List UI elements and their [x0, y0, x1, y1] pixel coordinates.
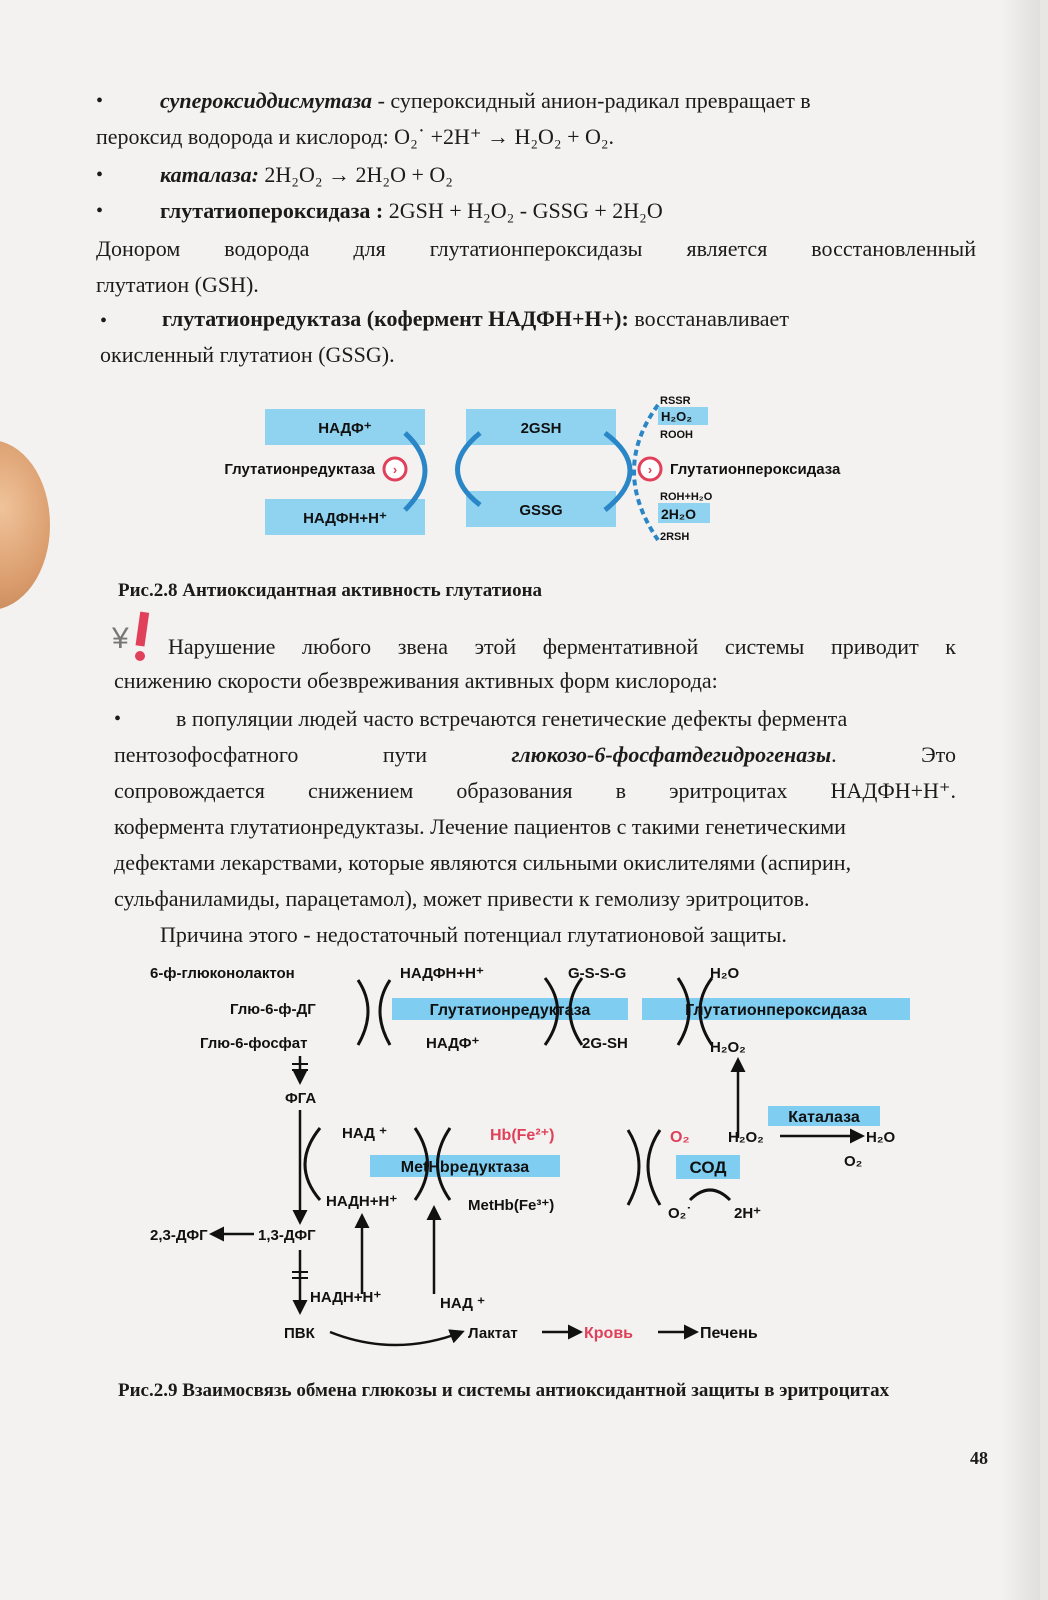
finger-photo	[0, 440, 50, 610]
g6pd-line2-word1: пентозофосфатного	[114, 742, 299, 767]
para-cause: Причина этого - недостаточный потенциал глутатионовой защиты.	[160, 922, 787, 947]
t-gpx: Глутатионпероксидаза	[685, 1002, 867, 1019]
t-nadph: НАДФН+Н⁺	[400, 965, 484, 982]
t-2h: 2H⁺	[734, 1205, 762, 1222]
gr-term: глутатионредуктаза (кофермент НАДФН+Н+):	[162, 306, 629, 331]
t-hb: Hb(Fe²⁺)	[490, 1127, 555, 1144]
caption-fig-2-8: Рис.2.8 Антиоксидантная активность глутатиона	[118, 580, 543, 601]
t-13dfg: 1,3-ДФГ	[258, 1227, 316, 1244]
sub-rooh: ROOH	[660, 429, 693, 441]
bullet-7: •	[114, 708, 122, 730]
para-g6pd-line5: дефектами лекарствами, которые являются сильными окислителями (аспирин,	[114, 850, 852, 875]
prod-2h2o: 2H₂O	[661, 506, 697, 522]
t-6fgl: 6-ф-глюконолактон	[150, 965, 295, 982]
para-g6pd-line2	[114, 740, 956, 770]
bullet-5: •	[100, 310, 108, 332]
arc-mid-left	[305, 1128, 320, 1200]
gp-reaction-icon-glyph: ›	[647, 462, 653, 477]
t-blood: Кровь	[584, 1325, 633, 1342]
arc-g6pdh-1	[358, 980, 368, 1045]
t-pvk: ПВК	[284, 1325, 315, 1342]
t-lactate: Лактат	[468, 1325, 518, 1342]
t-nad2: НАД ⁺	[440, 1295, 485, 1312]
para-donor-line1: Донором водорода для глутатионпероксидазы является восстановленный	[96, 236, 976, 261]
t-23dfg: 2,3-ДФГ	[150, 1227, 208, 1244]
prod-2rsh: 2RSH	[660, 531, 690, 543]
arc-sod-bottom	[690, 1190, 730, 1200]
t-o2: O₂	[670, 1129, 690, 1146]
t-o2-mid: O₂	[844, 1153, 863, 1170]
box-nadp-label: НАДФ⁺	[318, 420, 372, 437]
box-gssg-label: GSSG	[519, 502, 563, 519]
g6pd-line2-word2: пути	[382, 742, 428, 767]
t-liver: Печень	[700, 1325, 758, 1342]
sub-h2o2: H₂O₂	[661, 409, 693, 424]
t-catalase: Каталаза	[788, 1109, 860, 1126]
page-edge-shadow	[1000, 0, 1040, 1600]
para-sod-line2: пероксид водорода и кислород: O₂˙ +2H⁺ → H₂O₂ + O₂.	[96, 124, 615, 149]
t-g6pdh: Глю-6-ф-ДГ	[230, 1001, 316, 1018]
t-o2rad: O₂˙	[668, 1205, 692, 1222]
g6pd-enzyme-term: глюкозо-6-фосфатдегидрогеназы.	[511, 742, 837, 767]
para-catalase	[160, 160, 453, 190]
svg-text:¥: ¥	[112, 622, 129, 655]
g6pd-line2-word4: Это	[921, 742, 956, 767]
para-g6pd-line6: сульфаниламиды, парацетамол), может привести к гемолизу эритроцитов.	[114, 886, 810, 911]
page-number: 48	[970, 1448, 988, 1468]
t-nadh1: НАДН+Н⁺	[326, 1193, 398, 1210]
t-h2o-mid: H₂O	[866, 1129, 896, 1146]
arc-sod-2	[648, 1130, 660, 1205]
sub-rssr: RSSR	[660, 395, 691, 407]
bullet-2: •	[96, 164, 104, 186]
prod-roh: ROH+H₂O	[660, 491, 713, 503]
gr-reaction-icon-glyph: ›	[392, 462, 398, 477]
t-nad1: НАД ⁺	[342, 1125, 387, 1142]
t-gssg: G-S-S-G	[568, 965, 627, 982]
t-nadh2: НАДН+Н⁺	[310, 1289, 382, 1306]
t-sod: СОД	[689, 1158, 727, 1177]
t-h2o2-mid: H₂O₂	[728, 1129, 764, 1146]
t-h2o2-top: H₂O₂	[710, 1039, 746, 1056]
bullet-1: •	[96, 90, 104, 112]
para-disruption-line2: снижению скорости обезвреживания активных форм кислорода:	[114, 668, 718, 693]
caption-fig-2-9: Рис.2.9 Взаимосвязь обмена глюкозы и системы антиоксидантной защиты в эритроцитах	[118, 1380, 890, 1401]
arrow-pvk-lactate	[330, 1332, 462, 1345]
para-gr-line1	[162, 304, 789, 334]
box-nadph-label: НАДФН+Н⁺	[303, 510, 387, 527]
gpx-eq: 2GSH + H₂O₂ - GSSG + 2H₂O	[383, 198, 663, 223]
t-nadp: НАДФ⁺	[426, 1035, 480, 1052]
para-g6pd-line1: в популяции людей часто встречаются генетические дефекты фермента	[176, 706, 848, 731]
para-disruption-line1: Нарушение любого звена этой ферментативной системы приводит к	[168, 634, 956, 659]
t-h2o-top: H₂O	[710, 965, 740, 982]
para-gr-line2: окисленный глутатион (GSSG).	[100, 342, 395, 367]
arc-sod-1	[628, 1130, 639, 1205]
t-g6p: Глю-6-фосфат	[200, 1035, 308, 1052]
sod-term: супероксиддисмутаза	[160, 88, 373, 113]
bullet-3: •	[96, 200, 104, 222]
label-gp: Глутатионпероксидаза	[670, 461, 841, 478]
gr-desc: восстанавливает	[628, 306, 789, 331]
para-gpx	[160, 196, 663, 226]
para-g6pd-line3: сопровождается снижением образования в эритроцитах НАДФН+Н⁺.	[114, 778, 956, 803]
t-gr: Глутатионредуктаза	[429, 1002, 591, 1019]
catalase-eq: 2H₂O₂ → 2H₂O + O₂	[258, 162, 453, 187]
gpx-term: глутатиопероксидаза :	[160, 198, 384, 223]
figure-glutathione-activity	[180, 385, 900, 560]
t-fga: ФГА	[285, 1090, 317, 1107]
para-sod-line1	[160, 86, 811, 116]
para-g6pd-line4: кофермента глутатионредуктазы. Лечение пациентов с такими генетическими	[114, 814, 846, 839]
para-donor-line2: глутатион (GSH).	[96, 272, 259, 297]
warning-icon	[110, 608, 160, 664]
t-methbred: MetHbредуктаза	[400, 1159, 530, 1176]
t-methb: MetHb(Fe³⁺)	[468, 1197, 555, 1214]
label-gr: Глутатионредуктаза	[224, 461, 375, 478]
catalase-term: каталаза:	[160, 162, 259, 187]
arc-g6pdh-2	[380, 980, 390, 1045]
box-2gsh-label: 2GSH	[520, 420, 562, 437]
sod-desc: - супероксидный анион-радикал превращает в	[372, 88, 811, 113]
figure-glucose-antioxidant	[150, 960, 940, 1350]
t-2gsh: 2G-SH	[582, 1035, 628, 1052]
